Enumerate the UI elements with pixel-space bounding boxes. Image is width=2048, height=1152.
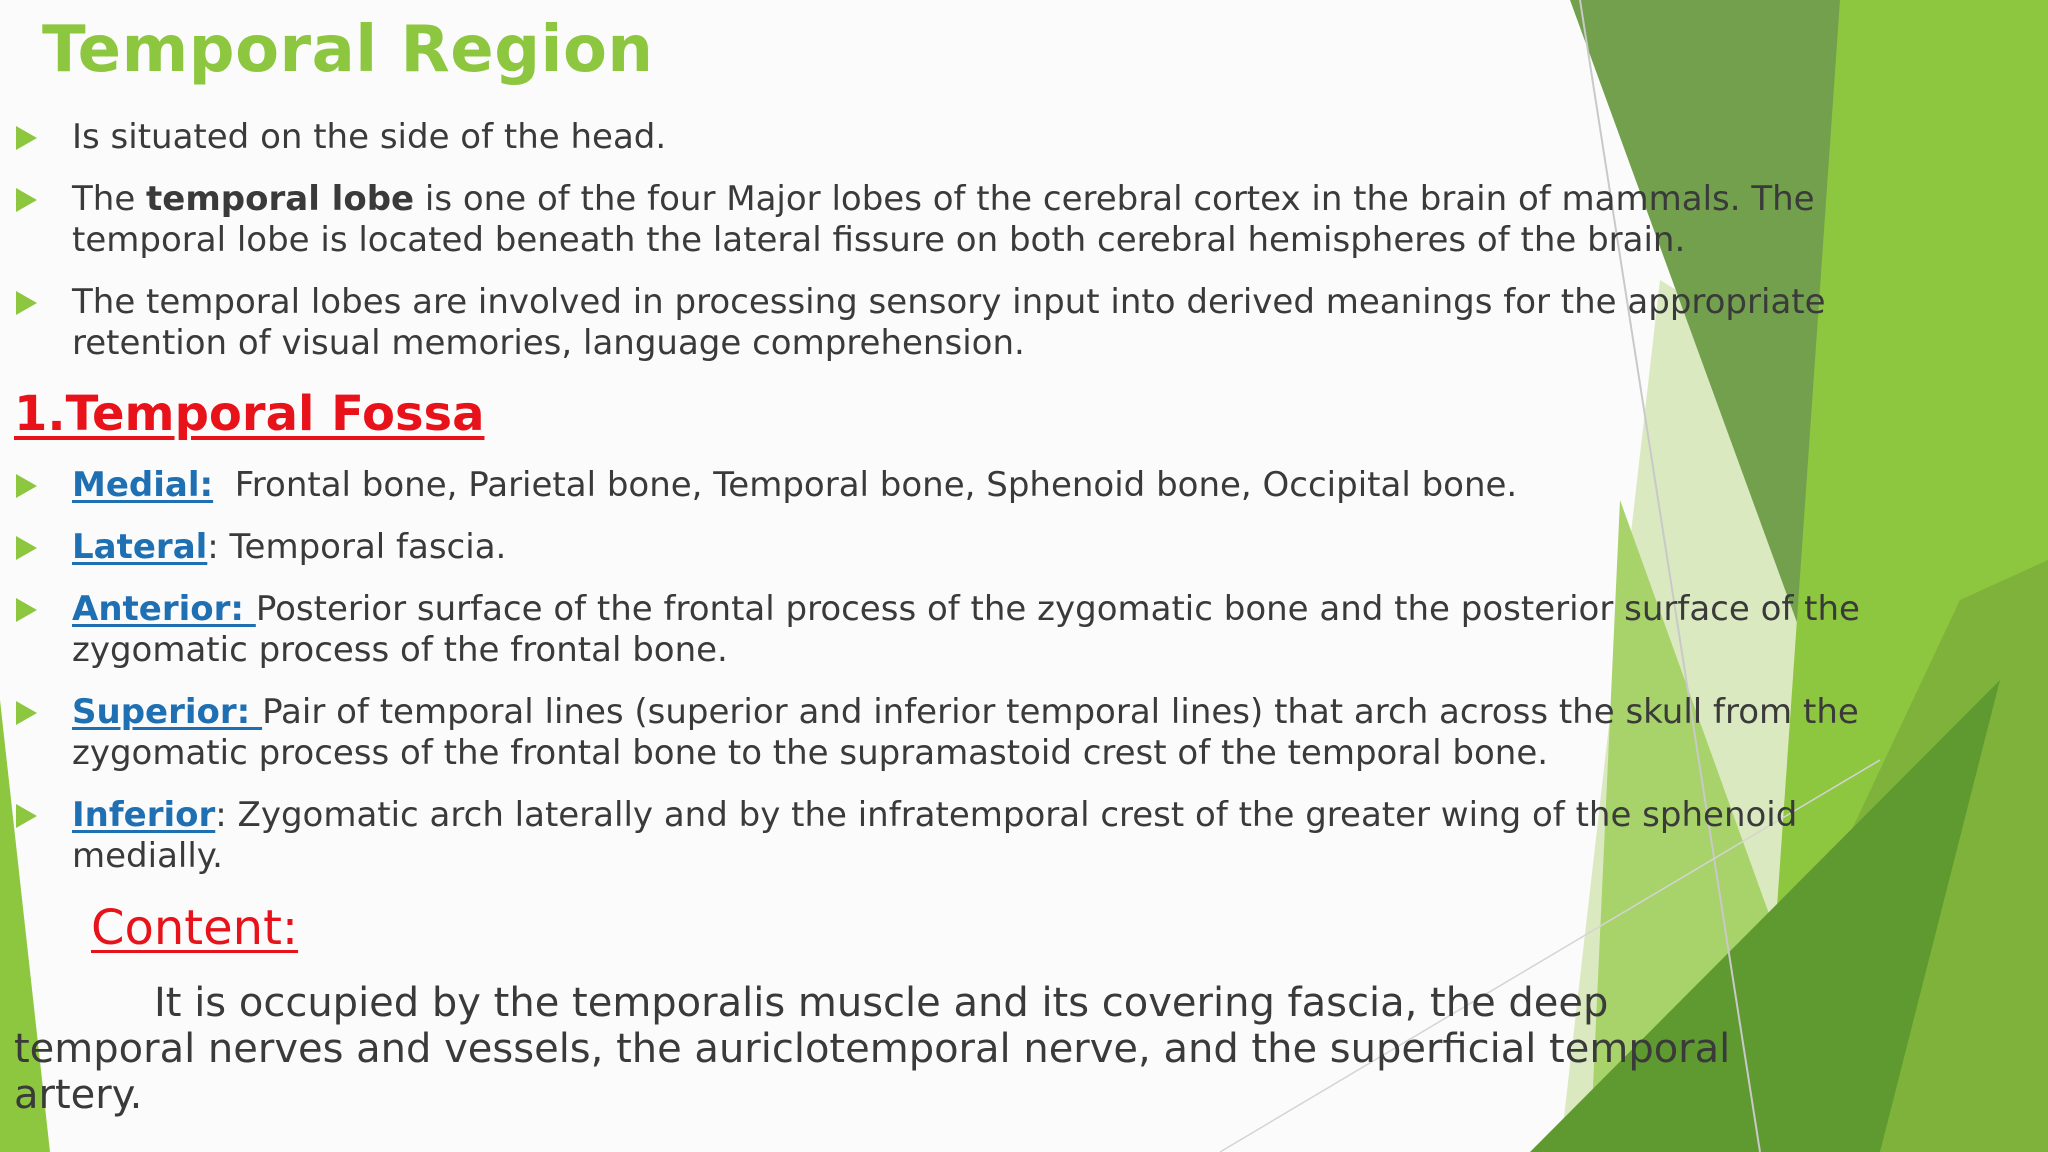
- triangle-bullet-icon: [16, 291, 37, 315]
- bullet-item: [14, 179, 1894, 261]
- bullet-text: is one of the four Major lobes of the cerebral cortex in the brain of mammals. The temporal lobe is located beneath the lateral fissure on both cerebral hemispheres of the brain.: [72, 179, 1815, 260]
- intro-bullet-list: [14, 117, 1894, 385]
- fossa-boundaries-list: [14, 465, 1894, 898]
- boundary-term: Superior:: [72, 692, 263, 732]
- triangle-bullet-icon: [16, 701, 37, 725]
- bullet-item: [14, 282, 1894, 364]
- triangle-bullet-icon: [16, 598, 37, 622]
- boundary-term: Medial:: [72, 465, 214, 505]
- boundary-term: Anterior:: [72, 589, 256, 629]
- triangle-bullet-icon: [16, 804, 37, 828]
- boundary-text: Frontal bone, Parietal bone, Temporal bone, Sphenoid bone, Occipital bone.: [213, 465, 1518, 505]
- boundary-text: : Temporal fascia.: [207, 527, 507, 567]
- boundary-item-superior: [14, 692, 1894, 774]
- boundary-term: Inferior: [72, 795, 216, 835]
- boundary-item-inferior: [14, 795, 1894, 877]
- triangle-bullet-icon: [16, 188, 37, 212]
- content-paragraph: It is occupied by the temporalis muscle and its covering fascia, the deep temporal nerves and vessels, the auriclotemporal nerve, and the superficial temporal artery.: [14, 980, 1731, 1118]
- bullet-text: The: [72, 179, 147, 219]
- boundary-text: Posterior surface of the frontal process of the zygomatic bone and the posterior surface of the zygomatic process of the frontal bone.: [72, 589, 1860, 670]
- slide-title: Temporal Region: [42, 13, 654, 87]
- section-heading-temporal-fossa: 1.Temporal Fossa: [14, 386, 485, 442]
- bullet-item: [14, 117, 1894, 158]
- boundary-term: Lateral: [72, 527, 208, 567]
- boundary-text: : Zygomatic arch laterally and by the infratemporal crest of the greater wing of the sphenoid medially.: [72, 795, 1798, 876]
- boundary-item-anterior: [14, 589, 1894, 671]
- bullet-text: Is situated on the side of the head.: [72, 117, 667, 157]
- triangle-bullet-icon: [16, 536, 37, 560]
- triangle-bullet-icon: [16, 474, 37, 498]
- bold-term: temporal lobe: [146, 179, 415, 219]
- boundary-item-medial: [14, 465, 1894, 506]
- triangle-bullet-icon: [16, 126, 37, 150]
- bullet-text: The temporal lobes are involved in processing sensory input into derived meanings for the appropriate retention of visual memories, language comprehension.: [72, 282, 1826, 363]
- boundary-text: Pair of temporal lines (superior and inferior temporal lines) that arch across the skull from the zygomatic process of the frontal bone to the supramastoid crest of the temporal bone.: [72, 692, 1859, 773]
- boundary-item-lateral: [14, 527, 1894, 568]
- content-heading: Content:: [91, 900, 299, 956]
